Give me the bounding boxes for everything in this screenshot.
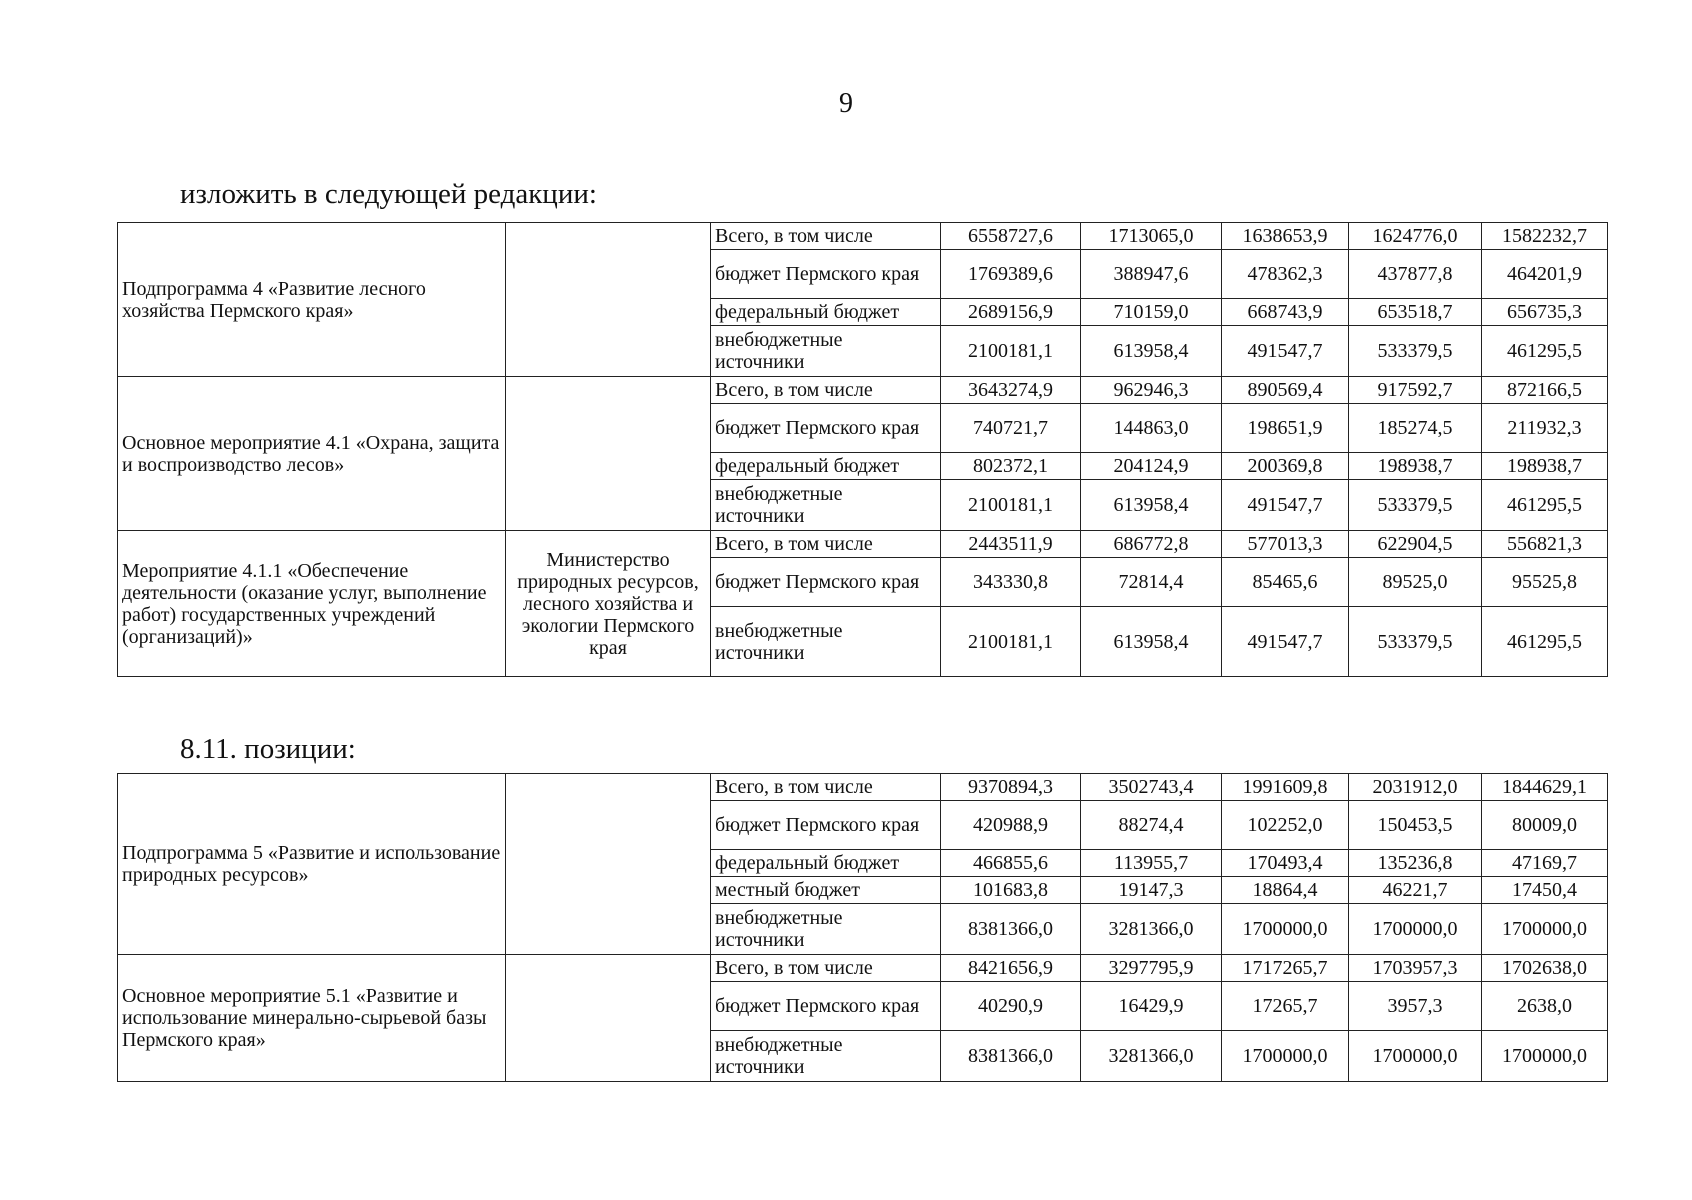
amount-cell: 2100181,1 — [941, 607, 1081, 677]
amount-cell: 1844629,1 — [1482, 774, 1608, 801]
funding-source-cell: внебюджетные источники — [711, 1031, 941, 1082]
amount-cell: 872166,5 — [1482, 377, 1608, 404]
amount-cell: 8381366,0 — [941, 1031, 1081, 1082]
budget-table-natural-resources — [117, 773, 1608, 1082]
amount-cell: 1717265,7 — [1222, 955, 1349, 982]
amount-cell: 170493,4 — [1222, 850, 1349, 877]
program-name-cell: Подпрограмма 5 «Развитие и использование природных ресурсов» — [118, 774, 506, 955]
amount-cell: 8381366,0 — [941, 904, 1081, 955]
program-name-cell: Подпрограмма 4 «Развитие лесного хозяйства Пермского края» — [118, 223, 506, 377]
amount-cell: 1700000,0 — [1349, 904, 1482, 955]
amount-cell: 461295,5 — [1482, 607, 1608, 677]
amount-cell: 18864,4 — [1222, 877, 1349, 904]
funding-source-cell: федеральный бюджет — [711, 453, 941, 480]
funding-source-cell: местный бюджет — [711, 877, 941, 904]
amount-cell: 466855,6 — [941, 850, 1081, 877]
table-row — [118, 223, 1608, 250]
funding-source-cell: бюджет Пермского края — [711, 982, 941, 1031]
executor-cell — [506, 377, 711, 531]
amount-cell: 1702638,0 — [1482, 955, 1608, 982]
program-name-cell: Основное мероприятие 5.1 «Развитие и использование минерально-сырьевой базы Пермского края» — [118, 955, 506, 1082]
amount-cell: 2443511,9 — [941, 531, 1081, 558]
amount-cell: 16429,9 — [1081, 982, 1222, 1031]
amount-cell: 613958,4 — [1081, 480, 1222, 531]
funding-source-cell: внебюджетные источники — [711, 480, 941, 531]
executor-cell — [506, 774, 711, 955]
amount-cell: 491547,7 — [1222, 607, 1349, 677]
amount-cell: 101683,8 — [941, 877, 1081, 904]
funding-source-cell: внебюджетные источники — [711, 904, 941, 955]
amount-cell: 1991609,8 — [1222, 774, 1349, 801]
amount-cell: 3281366,0 — [1081, 904, 1222, 955]
amount-cell: 211932,3 — [1482, 404, 1608, 453]
amount-cell: 556821,3 — [1482, 531, 1608, 558]
funding-source-cell: федеральный бюджет — [711, 850, 941, 877]
amount-cell: 917592,7 — [1349, 377, 1482, 404]
amount-cell: 464201,9 — [1482, 250, 1608, 299]
amount-cell: 656735,3 — [1482, 299, 1608, 326]
amount-cell: 200369,8 — [1222, 453, 1349, 480]
amount-cell: 46221,7 — [1349, 877, 1482, 904]
amount-cell: 47169,7 — [1482, 850, 1608, 877]
funding-source-cell: внебюджетные источники — [711, 326, 941, 377]
funding-source-cell: бюджет Пермского края — [711, 801, 941, 850]
amount-cell: 19147,3 — [1081, 877, 1222, 904]
executor-cell — [506, 955, 711, 1082]
amount-cell: 88274,4 — [1081, 801, 1222, 850]
amount-cell: 3502743,4 — [1081, 774, 1222, 801]
amount-cell: 343330,8 — [941, 558, 1081, 607]
amount-cell: 962946,3 — [1081, 377, 1222, 404]
amount-cell: 1700000,0 — [1349, 1031, 1482, 1082]
amount-cell: 420988,9 — [941, 801, 1081, 850]
amount-cell: 95525,8 — [1482, 558, 1608, 607]
program-name-cell: Мероприятие 4.1.1 «Обеспечение деятельности (оказание услуг, выполнение работ) государственных учреждений (организаций)» — [118, 531, 506, 677]
amount-cell: 198938,7 — [1482, 453, 1608, 480]
amount-cell: 102252,0 — [1222, 801, 1349, 850]
amount-cell: 198938,7 — [1349, 453, 1482, 480]
amount-cell: 388947,6 — [1081, 250, 1222, 299]
amount-cell: 1713065,0 — [1081, 223, 1222, 250]
amount-cell: 2100181,1 — [941, 480, 1081, 531]
amount-cell: 72814,4 — [1081, 558, 1222, 607]
amount-cell: 9370894,3 — [941, 774, 1081, 801]
amount-cell: 3957,3 — [1349, 982, 1482, 1031]
amount-cell: 113955,7 — [1081, 850, 1222, 877]
amount-cell: 1582232,7 — [1482, 223, 1608, 250]
amount-cell: 17265,7 — [1222, 982, 1349, 1031]
amount-cell: 1624776,0 — [1349, 223, 1482, 250]
funding-source-cell: Всего, в том числе — [711, 774, 941, 801]
amount-cell: 461295,5 — [1482, 326, 1608, 377]
amount-cell: 622904,5 — [1349, 531, 1482, 558]
amount-cell: 653518,7 — [1349, 299, 1482, 326]
amount-cell: 890569,4 — [1222, 377, 1349, 404]
amount-cell: 2031912,0 — [1349, 774, 1482, 801]
funding-source-cell: Всего, в том числе — [711, 955, 941, 982]
amount-cell: 1700000,0 — [1482, 904, 1608, 955]
amount-cell: 2100181,1 — [941, 326, 1081, 377]
funding-source-cell: внебюджетные источники — [711, 607, 941, 677]
amount-cell: 150453,5 — [1349, 801, 1482, 850]
amount-cell: 6558727,6 — [941, 223, 1081, 250]
amount-cell: 2638,0 — [1482, 982, 1608, 1031]
funding-source-cell: Всего, в том числе — [711, 377, 941, 404]
amount-cell: 198651,9 — [1222, 404, 1349, 453]
amount-cell: 613958,4 — [1081, 326, 1222, 377]
amount-cell: 1703957,3 — [1349, 955, 1482, 982]
amount-cell: 40290,9 — [941, 982, 1081, 1031]
executor-cell: Министерство природных ресурсов, лесного хозяйства и экологии Пермского края — [506, 531, 711, 677]
amount-cell: 17450,4 — [1482, 877, 1608, 904]
table-row — [118, 377, 1608, 404]
funding-source-cell: бюджет Пермского края — [711, 250, 941, 299]
amount-cell: 80009,0 — [1482, 801, 1608, 850]
funding-source-cell: Всего, в том числе — [711, 531, 941, 558]
table-row — [118, 531, 1608, 558]
page-number: 9 — [839, 88, 853, 119]
amount-cell: 89525,0 — [1349, 558, 1482, 607]
table-row — [118, 955, 1608, 982]
amount-cell: 85465,6 — [1222, 558, 1349, 607]
program-name-cell: Основное мероприятие 4.1 «Охрана, защита и воспроизводство лесов» — [118, 377, 506, 531]
executor-cell — [506, 223, 711, 377]
amount-cell: 8421656,9 — [941, 955, 1081, 982]
amount-cell: 144863,0 — [1081, 404, 1222, 453]
amount-cell: 491547,7 — [1222, 480, 1349, 531]
amount-cell: 478362,3 — [1222, 250, 1349, 299]
amount-cell: 740721,7 — [941, 404, 1081, 453]
amount-cell: 3281366,0 — [1081, 1031, 1222, 1082]
intro-text: изложить в следующей редакции: — [180, 178, 597, 210]
amount-cell: 668743,9 — [1222, 299, 1349, 326]
amount-cell: 135236,8 — [1349, 850, 1482, 877]
table-row — [118, 774, 1608, 801]
amount-cell: 204124,9 — [1081, 453, 1222, 480]
amount-cell: 491547,7 — [1222, 326, 1349, 377]
funding-source-cell: Всего, в том числе — [711, 223, 941, 250]
amount-cell: 437877,8 — [1349, 250, 1482, 299]
funding-source-cell: бюджет Пермского края — [711, 558, 941, 607]
section-heading: 8.11. позиции: — [180, 733, 356, 765]
amount-cell: 533379,5 — [1349, 607, 1482, 677]
amount-cell: 3297795,9 — [1081, 955, 1222, 982]
amount-cell: 1769389,6 — [941, 250, 1081, 299]
amount-cell: 1700000,0 — [1222, 1031, 1349, 1082]
budget-table-forestry — [117, 222, 1608, 677]
amount-cell: 710159,0 — [1081, 299, 1222, 326]
amount-cell: 1700000,0 — [1482, 1031, 1608, 1082]
amount-cell: 577013,3 — [1222, 531, 1349, 558]
amount-cell: 613958,4 — [1081, 607, 1222, 677]
amount-cell: 3643274,9 — [941, 377, 1081, 404]
amount-cell: 1638653,9 — [1222, 223, 1349, 250]
amount-cell: 2689156,9 — [941, 299, 1081, 326]
funding-source-cell: федеральный бюджет — [711, 299, 941, 326]
amount-cell: 802372,1 — [941, 453, 1081, 480]
amount-cell: 461295,5 — [1482, 480, 1608, 531]
amount-cell: 533379,5 — [1349, 326, 1482, 377]
funding-source-cell: бюджет Пермского края — [711, 404, 941, 453]
amount-cell: 686772,8 — [1081, 531, 1222, 558]
amount-cell: 1700000,0 — [1222, 904, 1349, 955]
amount-cell: 185274,5 — [1349, 404, 1482, 453]
amount-cell: 533379,5 — [1349, 480, 1482, 531]
